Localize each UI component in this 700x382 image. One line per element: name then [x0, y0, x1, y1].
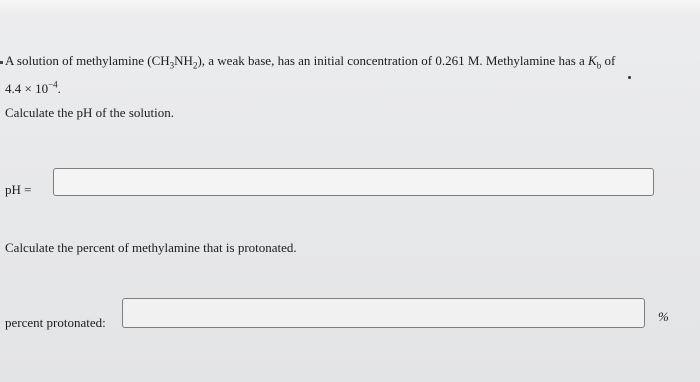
- cursor-dot: [628, 76, 631, 79]
- percent-protonated-input[interactable]: [122, 298, 645, 328]
- kb-value-end: .: [57, 81, 61, 96]
- kb-subscript: b: [596, 60, 602, 71]
- problem-text-c: ), a weak base, has an initial concentration of 0.261 M. Methylamine has a: [197, 53, 589, 68]
- question-1-text: Calculate the pH of the solution.: [5, 105, 174, 120]
- problem-line-1: [5, 53, 615, 69]
- ph-input[interactable]: [53, 168, 654, 196]
- subscript-2: 2: [192, 60, 198, 71]
- question-2-text: Calculate the percent of methylamine that is protonated.: [5, 240, 297, 255]
- bullet-marker: [0, 61, 3, 64]
- subscript-3: 3: [169, 60, 175, 71]
- percent-protonated-label: percent protonated:: [5, 315, 106, 330]
- percent-unit: %: [658, 309, 669, 324]
- kb-value-exponent: −4: [48, 79, 58, 90]
- kb-value-base: 4.4 × 10: [5, 81, 49, 96]
- problem-text-d: of: [601, 53, 616, 68]
- ph-label: pH =: [5, 182, 32, 197]
- kb-symbol: K: [588, 53, 597, 68]
- problem-line-2: [5, 81, 61, 97]
- top-strip: [0, 0, 700, 12]
- problem-text-a: A solution of methylamine (CH: [5, 53, 170, 68]
- problem-text-b: NH: [174, 53, 193, 68]
